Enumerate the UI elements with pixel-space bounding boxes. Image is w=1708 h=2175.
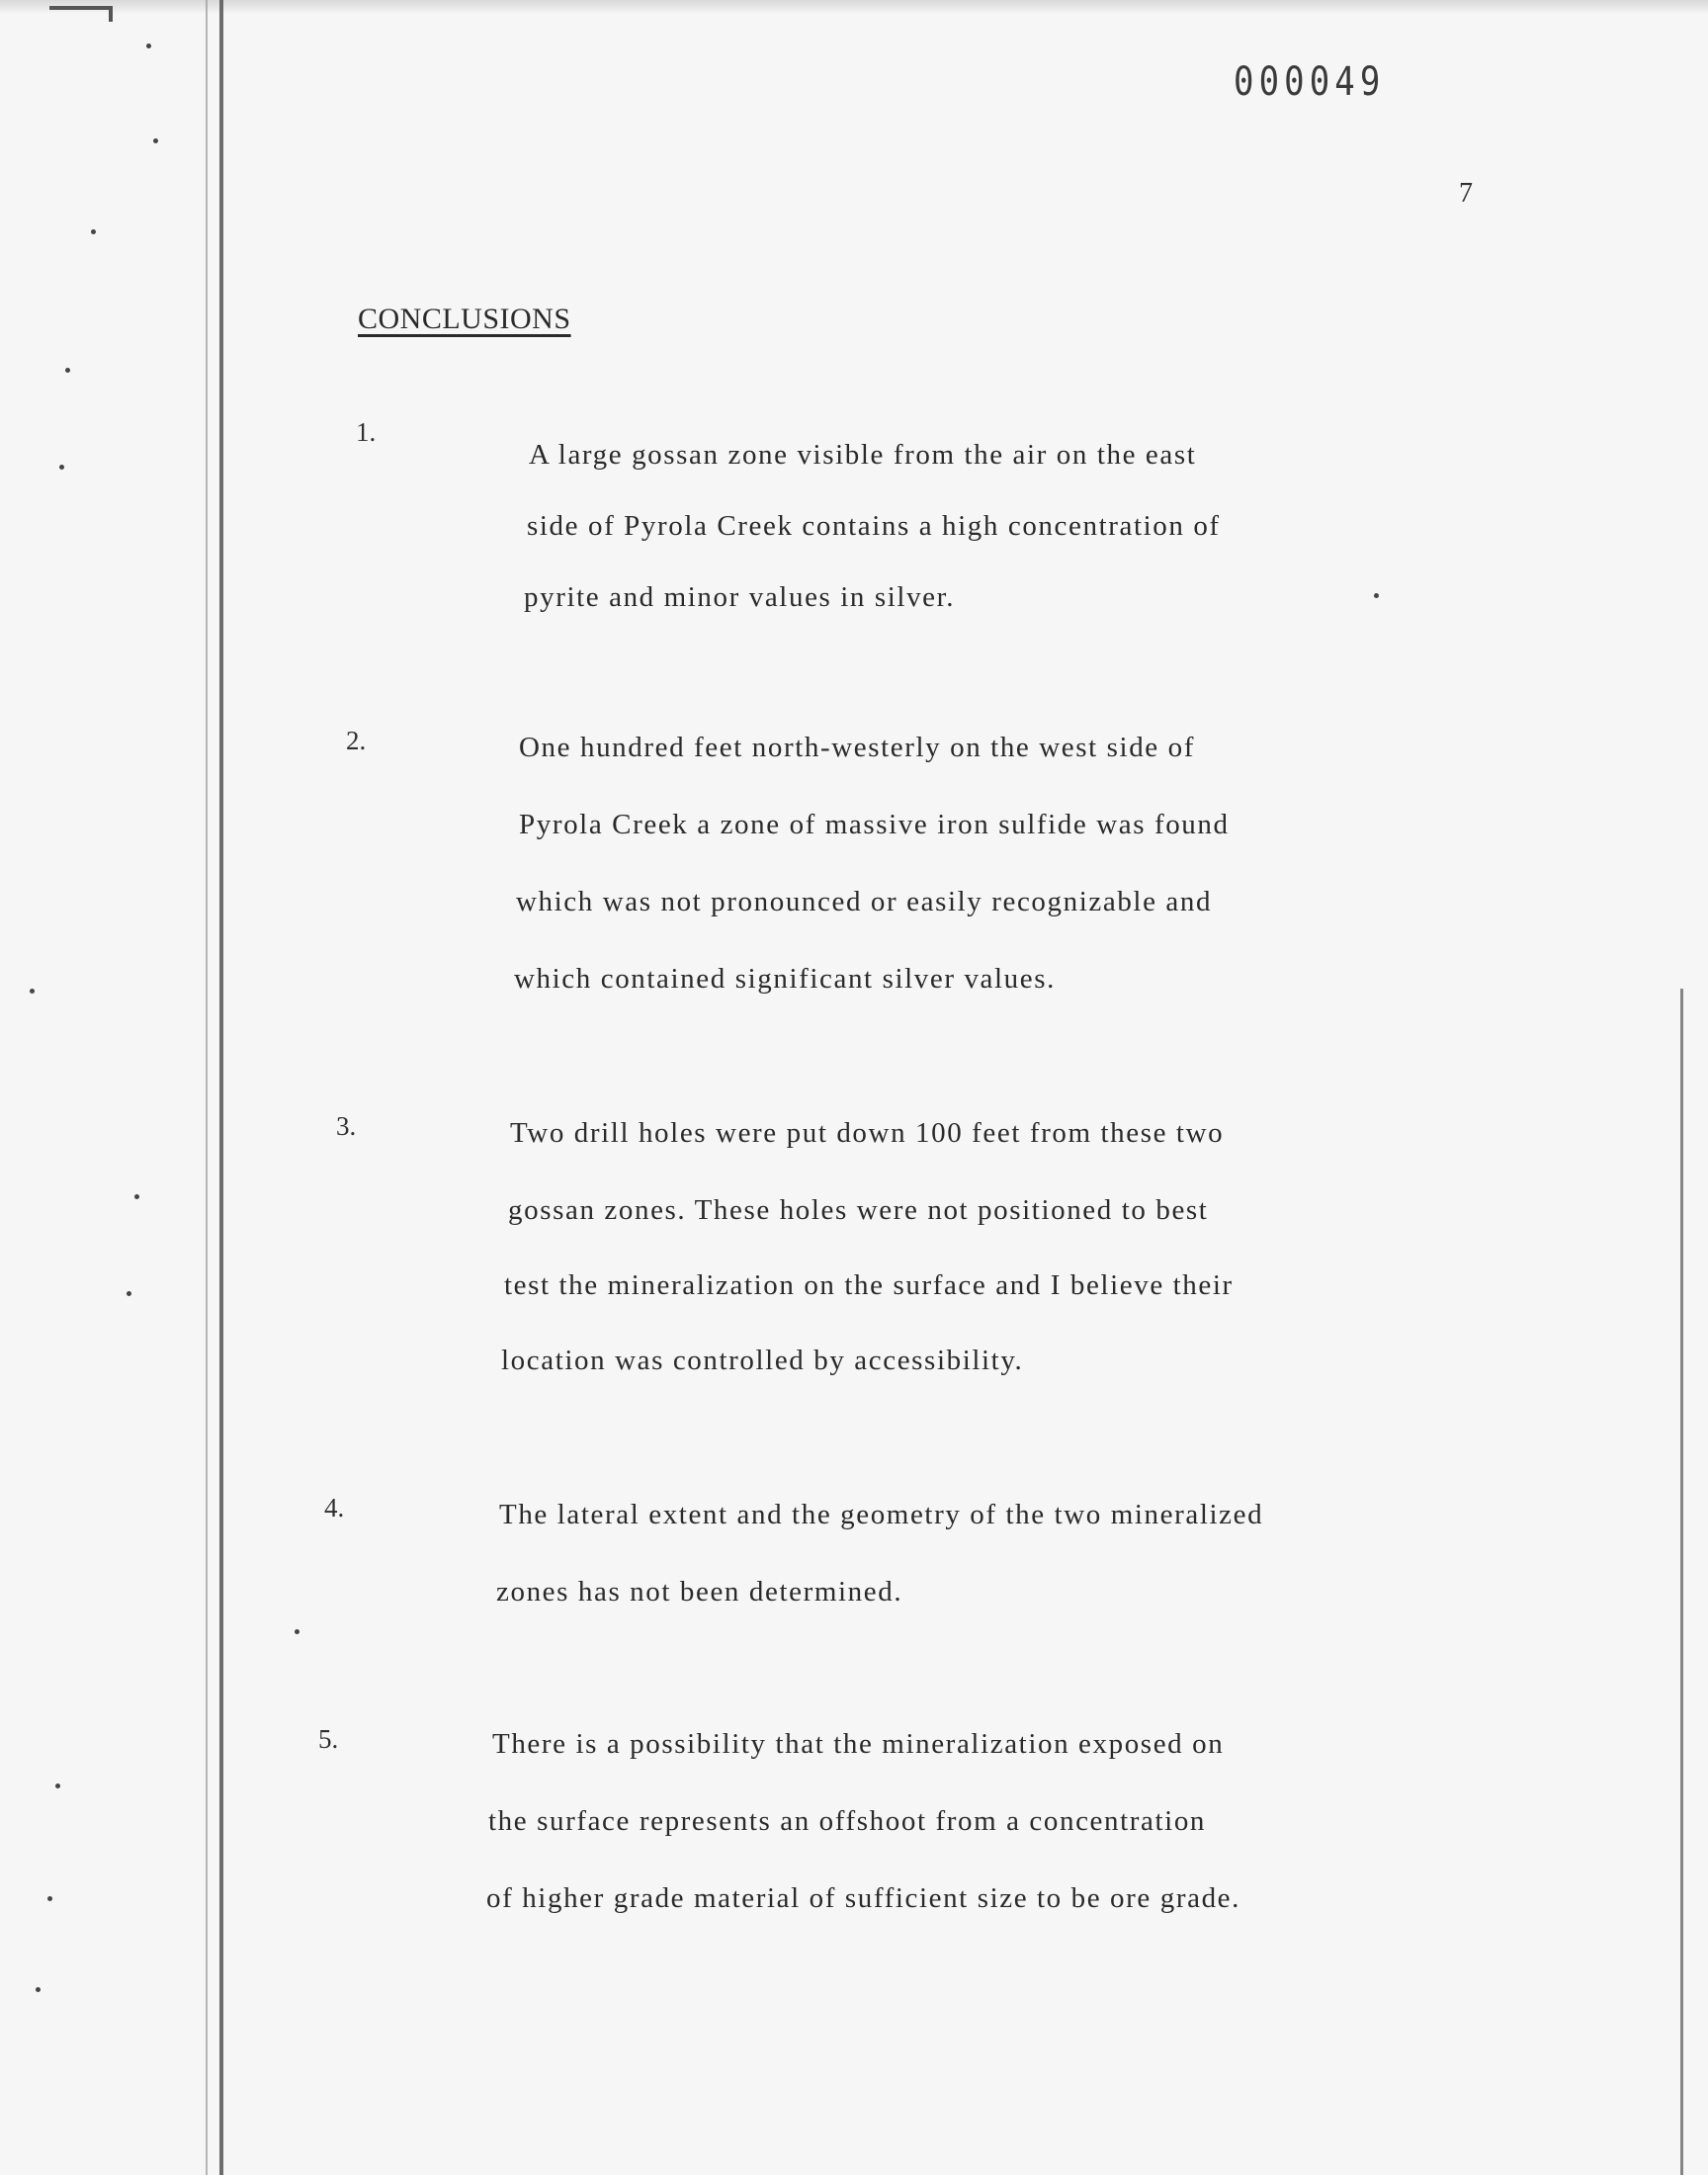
item-line: side of Pyrola Creek contains a high concentration of <box>527 510 1221 542</box>
binding-edge <box>219 0 223 2175</box>
item-line: pyrite and minor values in silver. <box>524 581 956 613</box>
item-line: location was controlled by accessibility. <box>501 1345 1024 1376</box>
item-line: zones has not been determined. <box>496 1576 903 1608</box>
scan-speck <box>65 368 70 373</box>
item-line: Two drill holes were put down 100 feet from these two <box>510 1117 1225 1149</box>
scan-speck <box>59 465 64 470</box>
item-number: 3. <box>336 1111 357 1141</box>
scan-speck <box>134 1194 139 1199</box>
scan-speck <box>91 229 96 234</box>
scan-speck <box>1374 593 1379 598</box>
page-number: 7 <box>1459 178 1473 209</box>
item-line: There is a possibility that the mineralization exposed on <box>492 1728 1225 1760</box>
scan-speck <box>153 138 158 143</box>
item-line: test the mineralization on the surface and I believe their <box>504 1269 1234 1301</box>
item-number: 1. <box>356 417 377 447</box>
item-line: The lateral extent and the geometry of the two mineralized <box>499 1499 1264 1530</box>
document-serial-number: 000049 <box>1234 59 1386 105</box>
item-line: of higher grade material of sufficient size to be ore grade. <box>486 1882 1240 1914</box>
scan-speck <box>55 1784 60 1788</box>
item-line: the surface represents an offshoot from a concentration <box>488 1805 1207 1837</box>
corner-mark <box>49 6 113 22</box>
scan-speck <box>36 1987 41 1992</box>
binding-shadow <box>206 0 208 2175</box>
scan-speck <box>146 44 151 48</box>
scan-speck <box>127 1291 131 1296</box>
scan-speck <box>47 1896 52 1901</box>
scan-speck <box>30 989 35 994</box>
right-page-edge <box>1680 989 1683 2175</box>
section-heading: CONCLUSIONS <box>358 303 571 335</box>
item-line: One hundred feet north-westerly on the west side of <box>519 732 1195 763</box>
scan-top-edge <box>0 0 1708 14</box>
item-number: 4. <box>324 1493 345 1522</box>
item-number: 2. <box>346 726 367 755</box>
item-number: 5. <box>318 1724 339 1754</box>
item-line: which was not pronounced or easily recognizable and <box>516 886 1213 917</box>
item-line: Pyrola Creek a zone of massive iron sulfide was found <box>519 809 1230 840</box>
item-line: which contained significant silver values. <box>514 963 1056 995</box>
scan-speck <box>295 1629 299 1634</box>
item-line: gossan zones. These holes were not positioned to best <box>508 1194 1209 1226</box>
item-line: A large gossan zone visible from the air on the east <box>529 439 1197 471</box>
